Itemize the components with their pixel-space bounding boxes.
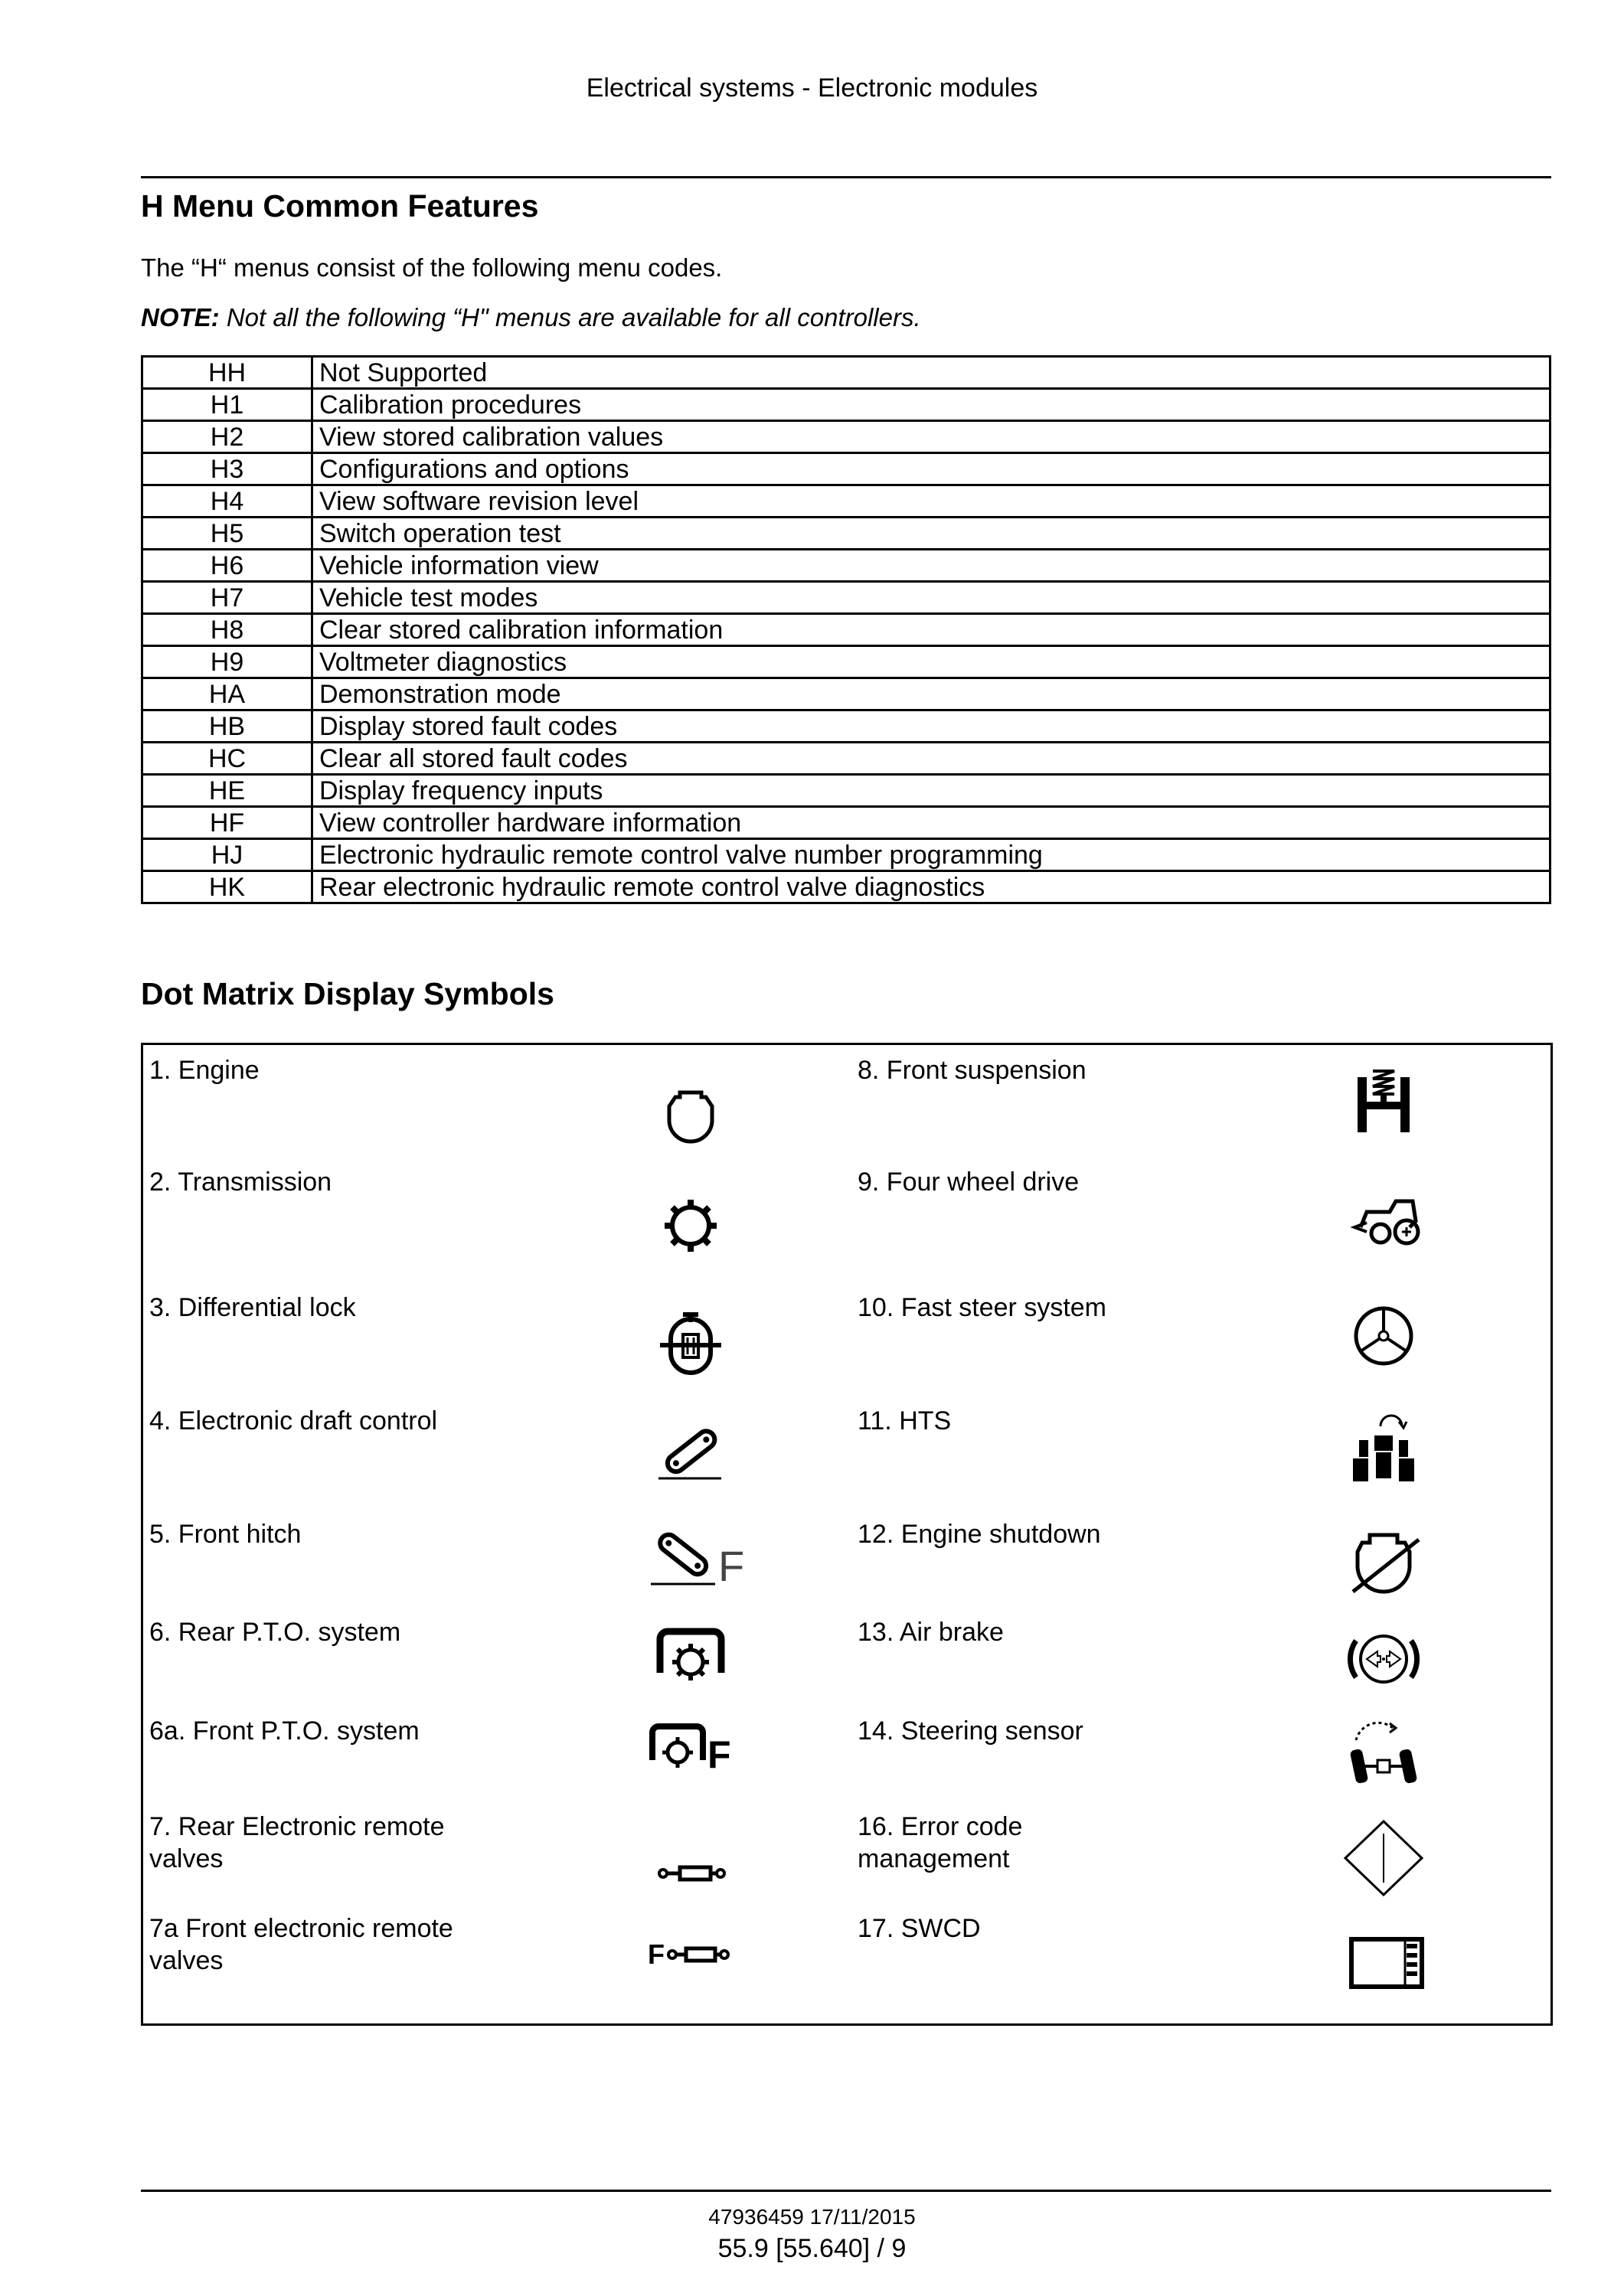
symbol-label: 11. HTS — [858, 1406, 952, 1435]
error-code-icon — [1330, 1812, 1437, 1896]
menu-description: Not Supported — [312, 357, 1550, 389]
section-title-h-menu: H Menu Common Features — [141, 188, 539, 224]
engine-shutdown-icon — [1330, 1512, 1437, 1596]
page-header: Electrical systems - Electronic modules — [586, 73, 1038, 103]
air-brake-icon — [1330, 1610, 1437, 1694]
symbol-label: 8. Front suspension — [858, 1056, 1086, 1085]
menu-description: Calibration procedures — [312, 389, 1550, 421]
symbol-label: 7a Front electronic remote valves — [149, 1914, 453, 1975]
front-remote-valve-icon — [637, 1907, 744, 1991]
front-suspension-icon — [1330, 1056, 1437, 1140]
table-row — [142, 839, 1550, 871]
hts-icon — [1330, 1403, 1437, 1488]
symbol-label: 1. Engine — [149, 1056, 260, 1085]
table-row — [142, 743, 1550, 775]
symbol-label: 2. Transmission — [149, 1168, 332, 1197]
rear-pto-icon — [637, 1612, 744, 1696]
table-row — [142, 678, 1550, 710]
menu-description: Rear electronic hydraulic remote control valve diagnostics — [312, 871, 1550, 903]
note — [141, 303, 921, 332]
rear-remote-valve-icon — [637, 1818, 744, 1902]
menu-description: Switch operation test — [312, 518, 1550, 550]
symbol-label: 16. Error code management — [858, 1812, 1023, 1873]
table-row — [142, 389, 1550, 421]
table-row — [142, 550, 1550, 582]
symbol-label: 12. Engine shutdown — [858, 1520, 1101, 1549]
letter-f: F — [648, 1938, 665, 1970]
menu-code: HF — [142, 807, 312, 839]
menu-code: HH — [142, 357, 312, 389]
engine-icon — [637, 1066, 744, 1151]
menu-code: H2 — [142, 421, 312, 453]
menu-code: H8 — [142, 614, 312, 646]
front-pto-icon — [637, 1705, 744, 1789]
menu-description: Voltmeter diagnostics — [312, 646, 1550, 678]
steering-sensor-icon — [1330, 1708, 1437, 1792]
table-row — [142, 807, 1550, 839]
intro-text: The “H“ menus consist of the following menu codes. — [141, 253, 723, 282]
menu-description: Electronic hydraulic remote control valve number programming — [312, 839, 1550, 871]
gear-icon — [637, 1178, 744, 1262]
symbol-label: 17. SWCD — [858, 1914, 981, 1943]
menu-code: HB — [142, 710, 312, 743]
table-row — [142, 453, 1550, 485]
table-row — [142, 357, 1550, 389]
note-text: Not all the following “H" menus are available for all controllers. — [226, 303, 921, 331]
menu-description: View controller hardware information — [312, 807, 1550, 839]
symbol-label: 5. Front hitch — [149, 1520, 302, 1549]
section-title-dot-matrix: Dot Matrix Display Symbols — [141, 976, 554, 1011]
swcd-icon — [1330, 1918, 1437, 2002]
symbol-label: 10. Fast steer system — [858, 1293, 1106, 1322]
menu-code: HJ — [142, 839, 312, 871]
symbol-label: 6. Rear P.T.O. system — [149, 1618, 401, 1647]
menu-description: Display stored fault codes — [312, 710, 1550, 743]
menu-description: Clear all stored fault codes — [312, 743, 1550, 775]
menu-description: View software revision level — [312, 485, 1550, 518]
header-rule — [141, 176, 1551, 178]
menu-description: Clear stored calibration information — [312, 614, 1550, 646]
table-row — [142, 582, 1550, 614]
letter-f: F — [707, 1733, 731, 1776]
footer-page-number: 55.9 [55.640] / 9 — [717, 2234, 907, 2263]
menu-code: HA — [142, 678, 312, 710]
menu-description: Configurations and options — [312, 453, 1550, 485]
symbol-label: 13. Air brake — [858, 1618, 1004, 1647]
steering-wheel-icon — [1330, 1288, 1437, 1373]
footer-document-id: 47936459 17/11/2015 — [708, 2205, 916, 2229]
draft-control-icon — [637, 1405, 744, 1489]
menu-code: H4 — [142, 485, 312, 518]
note-label: NOTE: — [141, 303, 220, 331]
symbol-label: 14. Steering sensor — [858, 1716, 1083, 1746]
symbol-label: 6a. Front P.T.O. system — [149, 1716, 420, 1746]
four-wheel-drive-icon — [1330, 1172, 1437, 1256]
table-row — [142, 614, 1550, 646]
symbol-label: 9. Four wheel drive — [858, 1168, 1080, 1197]
letter-f: F — [718, 1542, 744, 1590]
menu-code: H7 — [142, 582, 312, 614]
table-row — [142, 646, 1550, 678]
table-row — [142, 775, 1550, 807]
menu-code: HC — [142, 743, 312, 775]
menu-description: Display frequency inputs — [312, 775, 1550, 807]
menu-code: H5 — [142, 518, 312, 550]
table-row — [142, 421, 1550, 453]
menu-description: View stored calibration values — [312, 421, 1550, 453]
symbol-label: 3. Differential lock — [149, 1293, 356, 1322]
menu-description: Vehicle test modes — [312, 582, 1550, 614]
menu-code: H3 — [142, 453, 312, 485]
menu-code: HE — [142, 775, 312, 807]
front-hitch-icon — [637, 1509, 744, 1593]
menu-code: H9 — [142, 646, 312, 678]
table-row — [142, 871, 1550, 903]
h-menu-table — [141, 355, 1551, 904]
symbol-legend-box — [141, 1043, 1553, 2026]
footer-rule — [141, 2190, 1551, 2192]
symbol-label: 7. Rear Electronic remote valves — [149, 1812, 445, 1873]
menu-code: HK — [142, 871, 312, 903]
symbol-label: 4. Electronic draft control — [149, 1406, 438, 1435]
table-row — [142, 485, 1550, 518]
differential-lock-icon — [637, 1292, 744, 1376]
table-row — [142, 710, 1550, 743]
menu-description: Demonstration mode — [312, 678, 1550, 710]
menu-code: H1 — [142, 389, 312, 421]
menu-code: H6 — [142, 550, 312, 582]
table-row — [142, 518, 1550, 550]
menu-description: Vehicle information view — [312, 550, 1550, 582]
